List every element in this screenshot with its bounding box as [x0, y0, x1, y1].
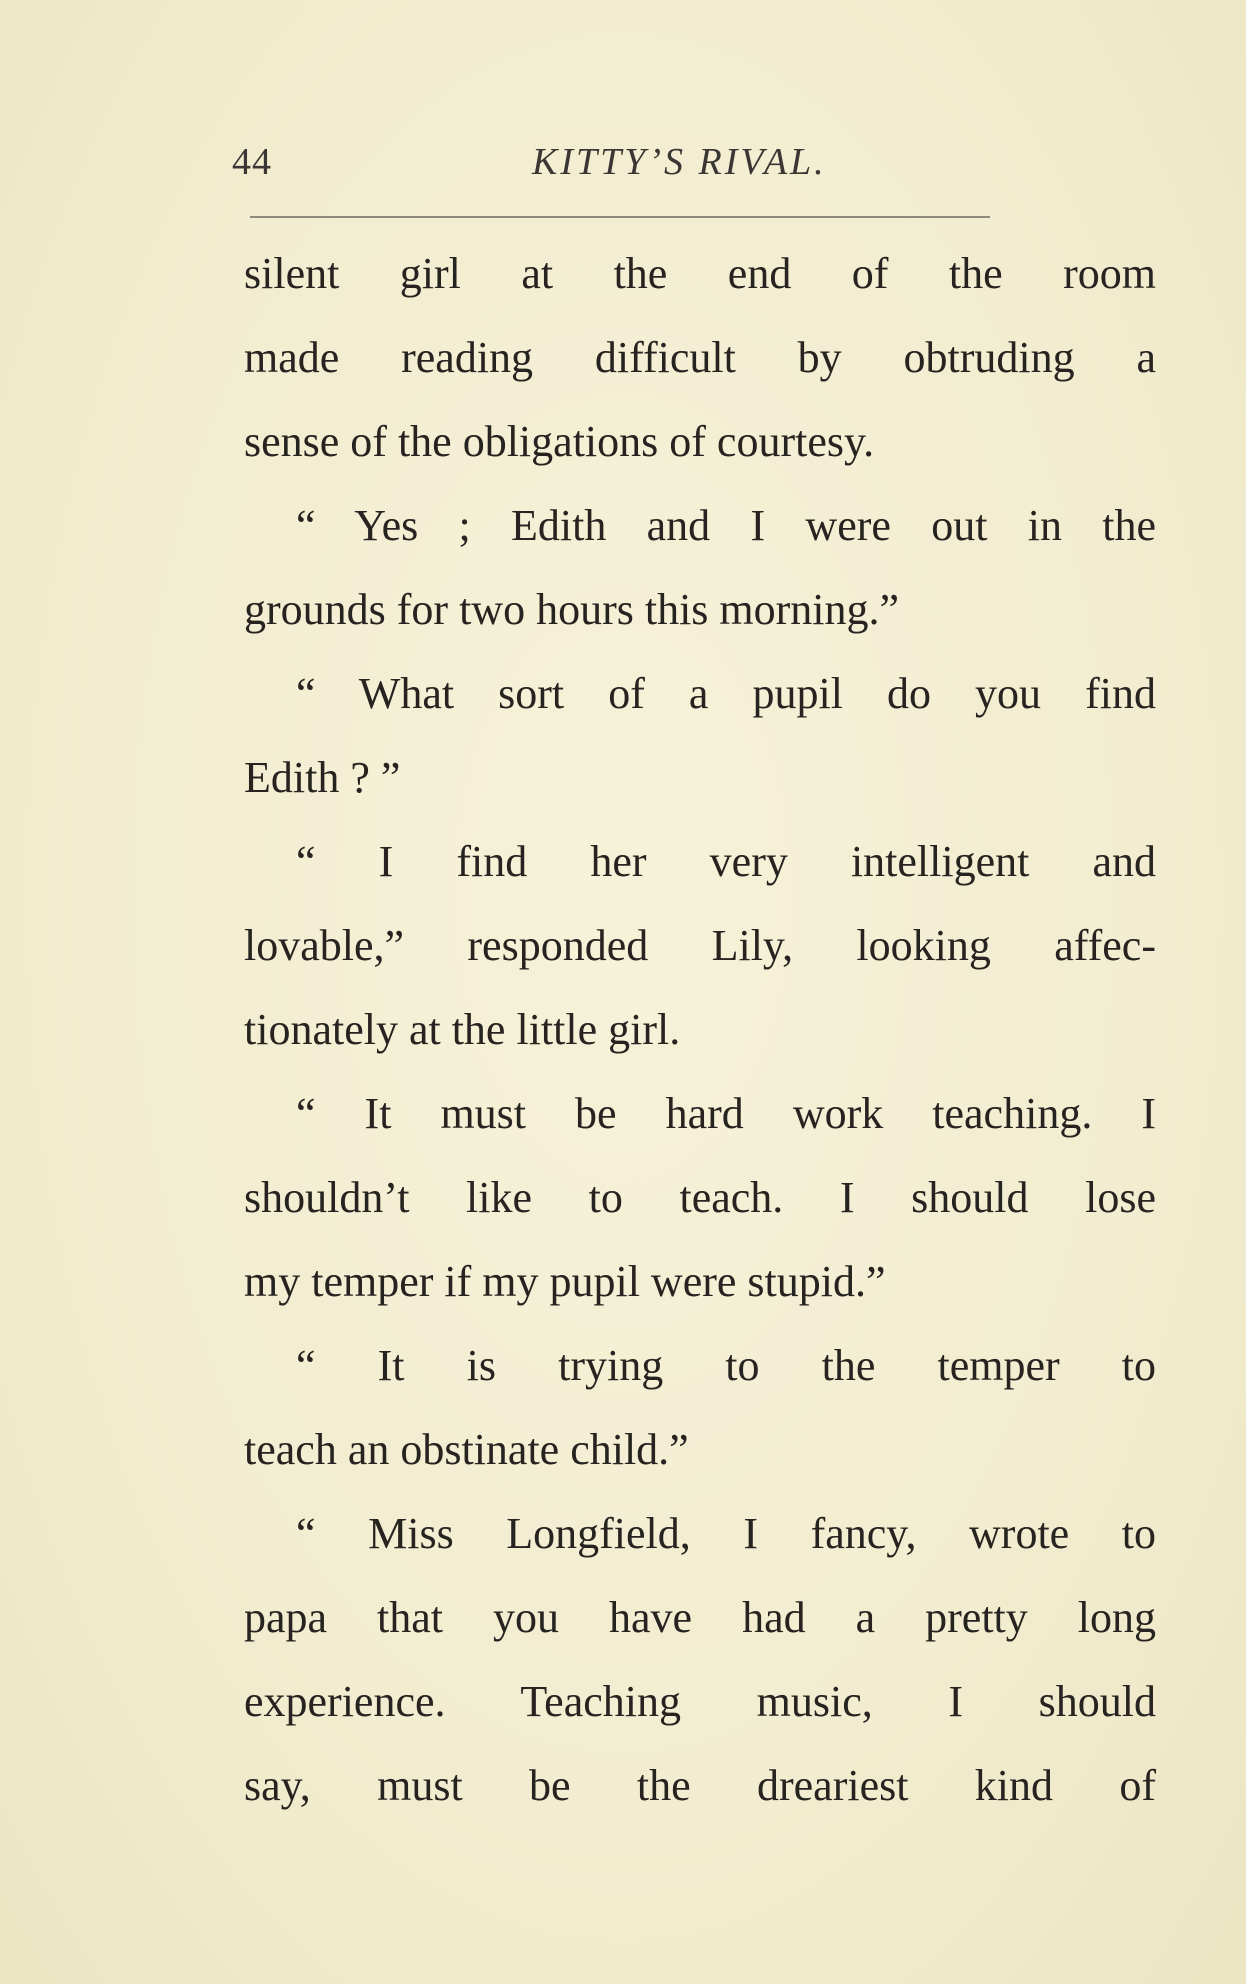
header-rule	[250, 216, 990, 218]
text-line: Edith ? ”	[244, 753, 401, 802]
running-title: KITTY’S RIVAL.	[532, 141, 827, 183]
text-line: “ It must be hard work teaching. I	[296, 1089, 1156, 1138]
text-line: “ What sort of a pupil do you find	[296, 669, 1156, 718]
text-line: experience. Teaching music, I should	[244, 1677, 1156, 1726]
text-line: sense of the obligations of courtesy.	[244, 417, 875, 466]
text-line: my temper if my pupil were stupid.”	[244, 1257, 886, 1306]
text-line: shouldn’t like to teach. I should lose	[244, 1173, 1156, 1222]
text-line: tionately at the little girl.	[244, 1005, 681, 1054]
text-line: grounds for two hours this morning.”	[244, 585, 900, 634]
running-head	[232, 140, 932, 190]
text-line: “ Miss Longfield, I fancy, wrote to	[296, 1509, 1156, 1558]
text-line: lovable,” responded Lily, looking affec-	[244, 921, 1156, 970]
text-line: made reading difficult by obtruding a	[244, 333, 1156, 382]
page-number: 44	[232, 141, 272, 183]
text-line: teach an obstinate child.”	[244, 1425, 689, 1474]
text-line: papa that you have had a pretty long	[244, 1593, 1156, 1642]
text-line: “ Yes ; Edith and I were out in the	[296, 501, 1156, 550]
text-line: silent girl at the end of the room	[244, 249, 1156, 298]
body-text	[244, 232, 1156, 1828]
text-line: “ I find her very intelligent and	[296, 837, 1156, 886]
text-line: “ It is trying to the temper to	[296, 1341, 1156, 1390]
text-line: say, must be the dreariest kind of	[244, 1761, 1156, 1810]
